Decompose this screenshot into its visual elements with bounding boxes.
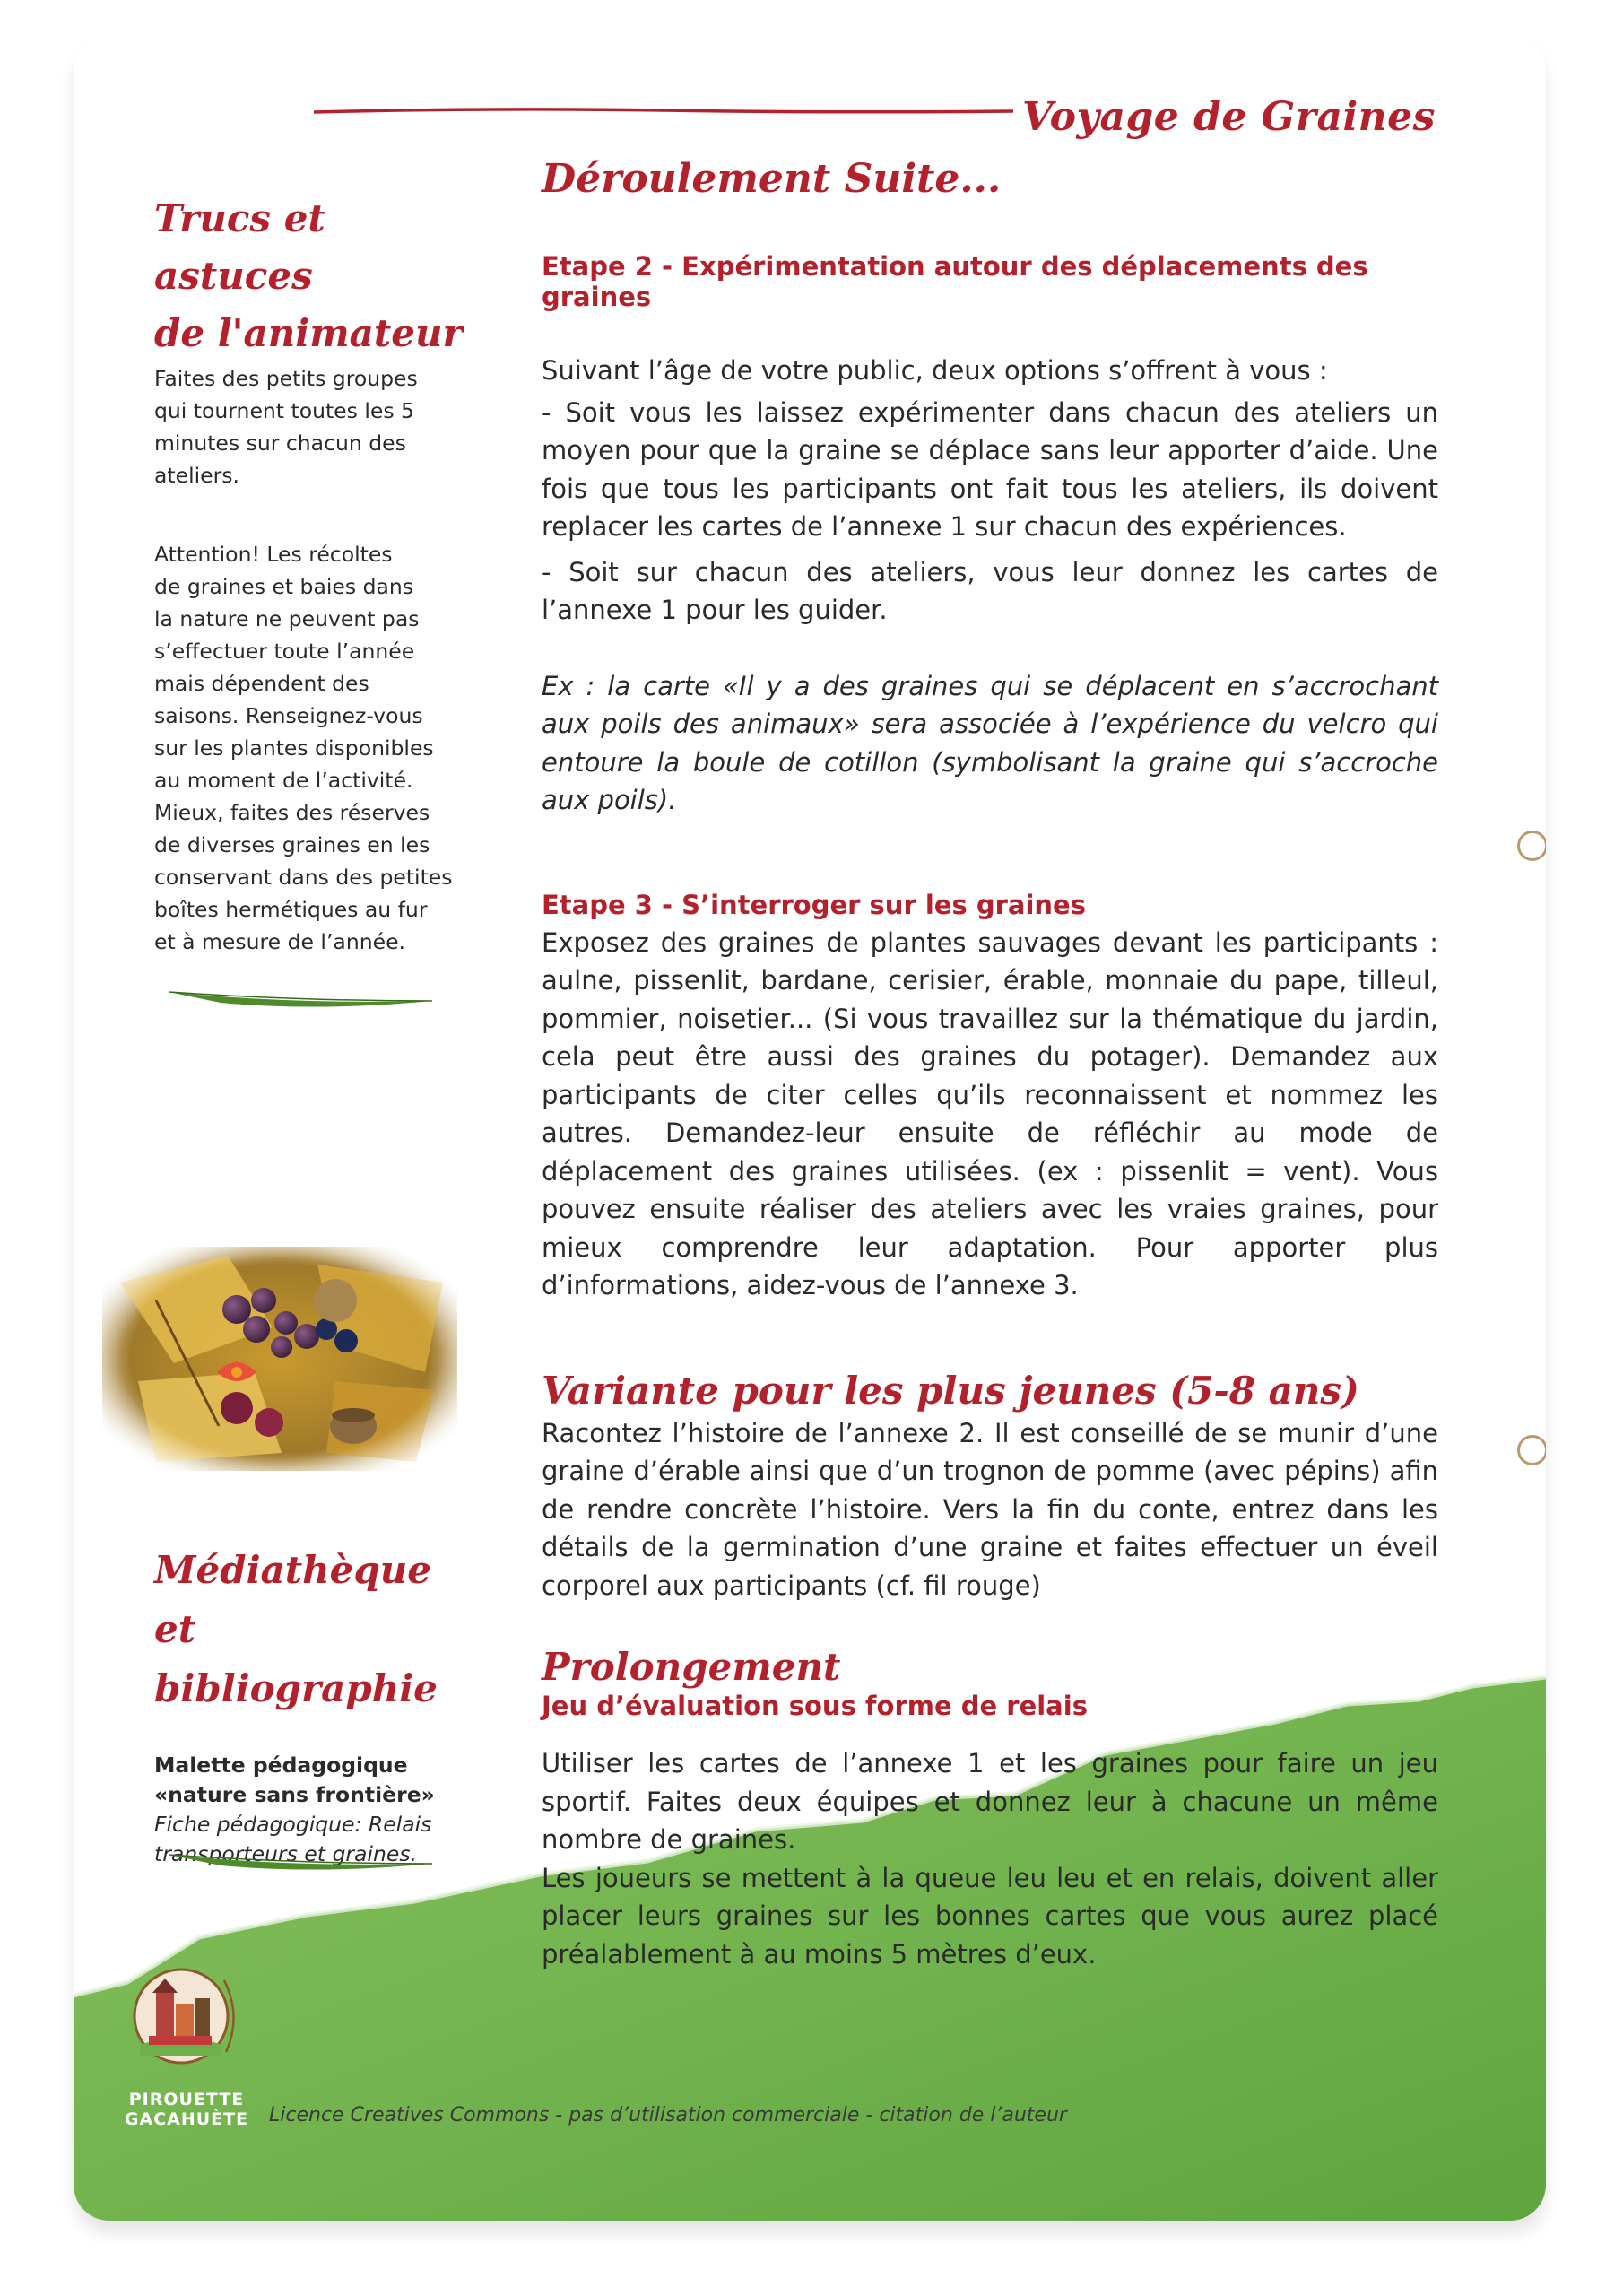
tips-paragraph-1: Faites des petits groupes qui tournent toutes les 5 minutes sur chacun des ateliers.: [154, 366, 418, 488]
extension-para2: Les joueurs se mettent à la queue leu leu et en relais, doivent aller placer leurs graines sur les bonnes cartes que vous aurez placé préalablement à au moins 5 mètres d’eux.: [542, 1862, 1438, 1970]
leaf-divider-icon: [167, 985, 436, 1015]
step2-option1: - Soit vous les laissez expérimenter dans chacun des ateliers un moyen pour que la graine se déplace sans leur apporter d’aide. Une fois que tous les participants ont fait tous les ateliers, ils doivent replacer les cartes de l’annexe 1 sur chacun des expériences.: [542, 396, 1438, 542]
binder-ring-top: [1517, 831, 1546, 861]
license-footer: Licence Creatives Commons - pas d’utilisation commerciale - citation de l’auteur: [269, 2104, 1067, 2126]
media-title-line1: Malette pédagogique: [154, 1752, 408, 1778]
variant-title: Variante pour les plus jeunes (5-8 ans): [542, 1368, 1359, 1413]
media-subtitle-line1: Fiche pédagogique: Relais: [154, 1812, 432, 1837]
section-title: Déroulement Suite...: [542, 156, 1002, 202]
step3-title: Etape 3 - S’interroger sur les graines: [542, 889, 1086, 920]
tips-heading: [154, 190, 477, 362]
binder-ring-bottom: [1517, 1435, 1546, 1465]
extension-para1: Utiliser les cartes de l’annexe 1 et les graines pour faire un jeu sportif. Faites deux équipes et donnez leur à chacune un même nombre de graines.: [542, 1748, 1438, 1855]
tips-paragraph-2: Attention! Les récoltes de graines et baies dans la nature ne peuvent pas s’effectuer toute l’année mais dépendent des saisons. Renseignez-vous sur les plantes disponibles au moment de l’activité. Mieux, faites des réserves de diverses graines en les conservant dans des petites boîtes hermétiques au fur et à mesure de l’année.: [154, 542, 453, 954]
tips-heading-line1: Trucs et astuces: [154, 196, 325, 298]
step2-title: Etape 2 - Expérimentation autour des déplacements des graines: [542, 251, 1368, 312]
header-rule: [314, 106, 1013, 117]
tips-heading-line2: de l'animateur: [154, 311, 463, 355]
media-title-line2: «nature sans frontière»: [154, 1782, 435, 1807]
leaf-divider-icon: [167, 1848, 436, 1878]
logo-text-line1: PIROUETTE: [128, 2090, 245, 2109]
pirouette-gacahuete-logo: [126, 1962, 242, 2088]
media-heading: [154, 1541, 477, 1718]
sidebar: [154, 190, 477, 958]
document-title: Voyage de Graines: [1022, 94, 1436, 140]
main-content: [542, 154, 1438, 1973]
step3-text: Exposez des graines de plantes sauvages devant les participants : aulne, pissenlit, bardane, cerisier, érable, monnaie du pape, tilleul, pommier, noisetier... (Si vous travaillez sur la thématique du jardin, cela peut être aussi des graines du potager). Demandez aux participants de citer celles qu’ils reconnaissent et nommez les autres. Demandez-leur ensuite de réfléchir au mode de déplacement des graines utilisées. (ex : pissenlit = vent). Vous pouvez ensuite réaliser des ateliers avec les vraies graines, pour mieux comprendre leur adaptation. Pour apporter plus d’informations, aidez-vous de l’annexe 3.: [542, 926, 1438, 1300]
media-heading-line1: Médiathèque et: [154, 1548, 432, 1651]
media-section: [154, 1541, 477, 1869]
step2-example: Ex : la carte «Il y a des graines qui se déplacent en s’accrochant aux poils des animaux» sera associée à l’expérience du velcro qui entoure la boule de cotillon (symbolisant la graine qui s’accroche aux poils).: [542, 670, 1438, 815]
logo-text-line2: GACAHUÈTE: [124, 2109, 249, 2129]
media-heading-line2: bibliographie: [154, 1666, 438, 1710]
step2-intro: Suivant l’âge de votre public, deux options s’offrent à vous :: [542, 355, 1328, 386]
variant-text: Racontez l’histoire de l’annexe 2. Il est conseillé de se munir d’une graine d’érable ainsi que d’un trognon de pomme (avec pépins) afin de rendre concrète l’histoire. Vers la fin du conte, entrez dans les détails de la germination d’une graine et faites effectuer un éveil corporel aux participants (cf. fil rouge): [542, 1417, 1438, 1601]
media-subtitle-line2: transporteurs et graines.: [154, 1841, 418, 1866]
extension-title: Prolongement: [542, 1645, 841, 1689]
seeds-berries-photo: [102, 1247, 457, 1471]
step2-option2: - Soit sur chacun des ateliers, vous leur donnez les cartes de l’annexe 1 pour les guider.: [542, 556, 1438, 625]
extension-subtitle: Jeu d’évaluation sous forme de relais: [542, 1691, 1088, 1721]
